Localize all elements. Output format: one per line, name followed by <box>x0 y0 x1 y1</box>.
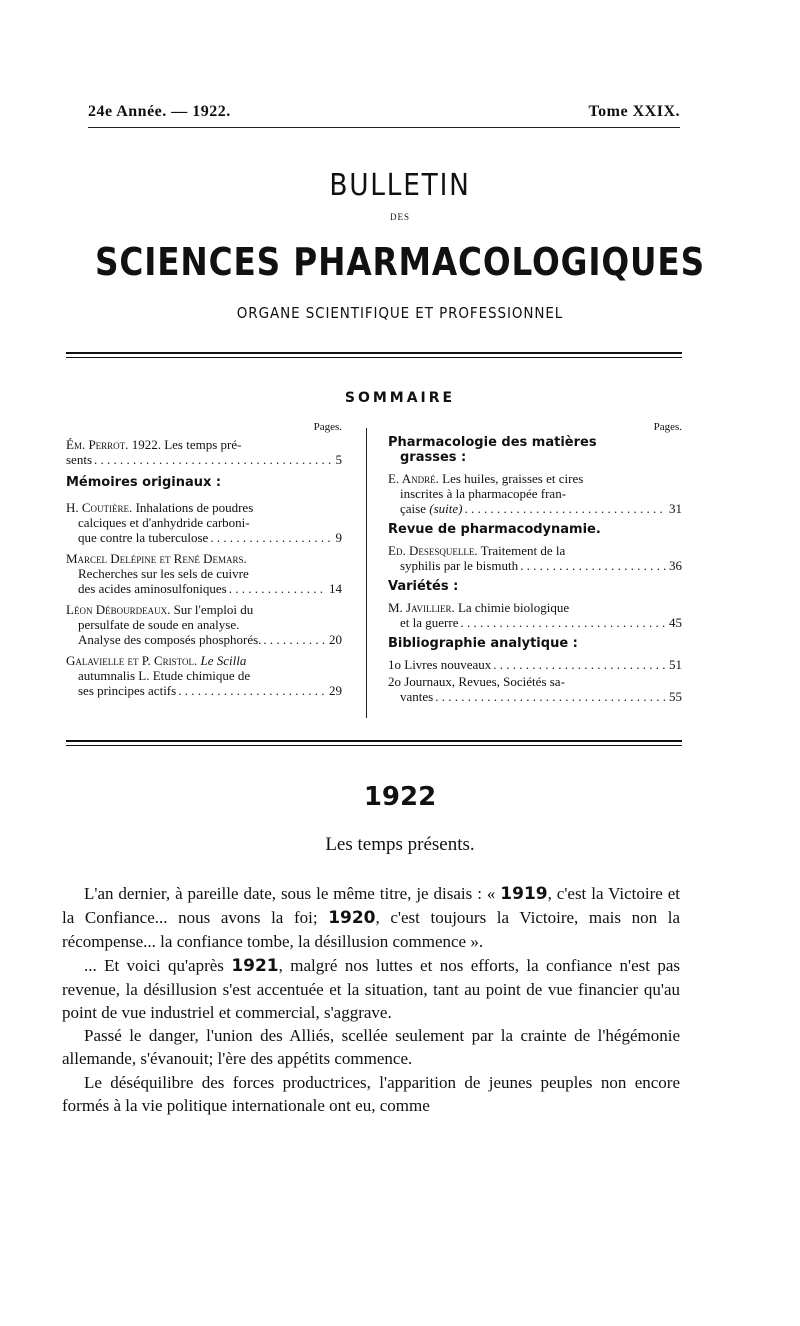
masthead-bulletin: BULLETIN <box>329 168 471 203</box>
sommaire-right-column <box>388 420 682 710</box>
masthead-des: DES <box>389 212 410 222</box>
section-heading: Variétés : <box>388 579 459 594</box>
volume-year: 24e Année. — 1922. <box>88 103 231 120</box>
toc-entry: 1o Livres nouveaux . . . 51 <box>388 657 682 672</box>
toc-entry: Ed. Desesquelle. Traitement de la syphilis par le bismuth . . . 36 <box>388 543 682 573</box>
toc-entry: Ém. Perrot. 1922. Les temps pré- sents . . . 5 <box>66 437 342 467</box>
paragraph: Le déséquilibre des forces productrices, l'apparition de jeunes peuples non encore formés à la vie politique internationale ont eu, comme <box>62 1072 680 1115</box>
double-rule-bottom <box>66 740 682 746</box>
toc-entry: M. Javillier. La chimie biologique et la guerre . . . 45 <box>388 600 682 630</box>
toc-entry: 2o Journaux, Revues, Sociétés sa- vantes . . . 55 <box>388 674 682 704</box>
section-heading-cont: grasses : <box>400 450 467 465</box>
article-year: 1922 <box>363 782 437 812</box>
header-rule <box>88 127 680 128</box>
paragraph: L'an dernier, à pareille date, sous le même titre, je disais : « 1919, c'est la Victoire et la Confiance... nous avons la foi; 1920, c'est toujours la Victoire, mais non la récompense... la confiance tombe, la désillusion commence ». <box>62 884 681 952</box>
section-heading: Bibliographie analytique : <box>388 636 578 651</box>
pages-label: Pages. <box>313 421 342 433</box>
toc-page: 36 <box>669 558 682 573</box>
double-rule-top <box>66 352 682 358</box>
toc-page: 31 <box>669 501 682 516</box>
toc-page: 5 <box>335 452 342 467</box>
toc-entry: Galavielle et P. Cristol. Le Scilla autumnalis L. Etude chimique de ses principes actifs . . . 29 <box>66 653 342 698</box>
paragraph: ... Et voici qu'après 1921, malgré nos luttes et nos efforts, la confiance n'est pas revenue, la désillusion s'est accentuée et la situation, tant au point de vue financier qu'au point de vue industriel et commercial, s'aggrave. <box>62 955 680 1023</box>
tome-number: Tome XXIX. <box>588 103 680 120</box>
toc-page: 29 <box>329 683 342 698</box>
toc-page: 45 <box>669 615 682 630</box>
sommaire-left-column <box>66 420 342 704</box>
paragraph: Passé le danger, l'union des Alliés, scellée seulement par la crainte de l'hégémonie allemande, s'évanouit; l'ère des appétits commence. <box>62 1026 680 1069</box>
article-body <box>62 882 680 1117</box>
toc-page: 14 <box>329 581 342 596</box>
section-heading: Revue de pharmacodynamie. <box>388 522 601 537</box>
toc-page: 51 <box>669 657 682 672</box>
toc-entry: H. Coutière. Inhalations de poudres calciques et d'anhydride carboni- que contre la tuberculose . . . 9 <box>66 500 342 545</box>
section-heading: Pharmacologie des matières <box>388 435 597 450</box>
sommaire-title: SOMMAIRE <box>344 390 456 406</box>
toc-page: 55 <box>669 689 682 704</box>
toc-author: Ém. Perrot. <box>66 437 129 452</box>
pages-label: Pages. <box>653 421 682 433</box>
toc-page: 20 <box>329 632 342 647</box>
masthead-title: SCIENCES PHARMACOLOGIQUES <box>94 240 706 284</box>
column-separator <box>366 428 367 718</box>
toc-entry: Léon Débourdeaux. Sur l'emploi du persulfate de soude en analyse. Analyse des composés phosphorés. . . . 20 <box>66 602 342 647</box>
toc-entry: E. André. Les huiles, graisses et cires inscrites à la pharmacopée fran- çaise (suite) . . . 31 <box>388 471 682 516</box>
article-title: Les temps présents. <box>325 834 475 855</box>
toc-page: 9 <box>335 530 342 545</box>
masthead-subtitle: ORGANE SCIENTIFIQUE ET PROFESSIONNEL <box>236 304 564 322</box>
section-heading: Mémoires originaux : <box>66 475 222 490</box>
toc-entry: Marcel Delépine et René Demars. Recherches sur les sels de cuivre des acides aminosulfoniques . . . 14 <box>66 551 342 596</box>
